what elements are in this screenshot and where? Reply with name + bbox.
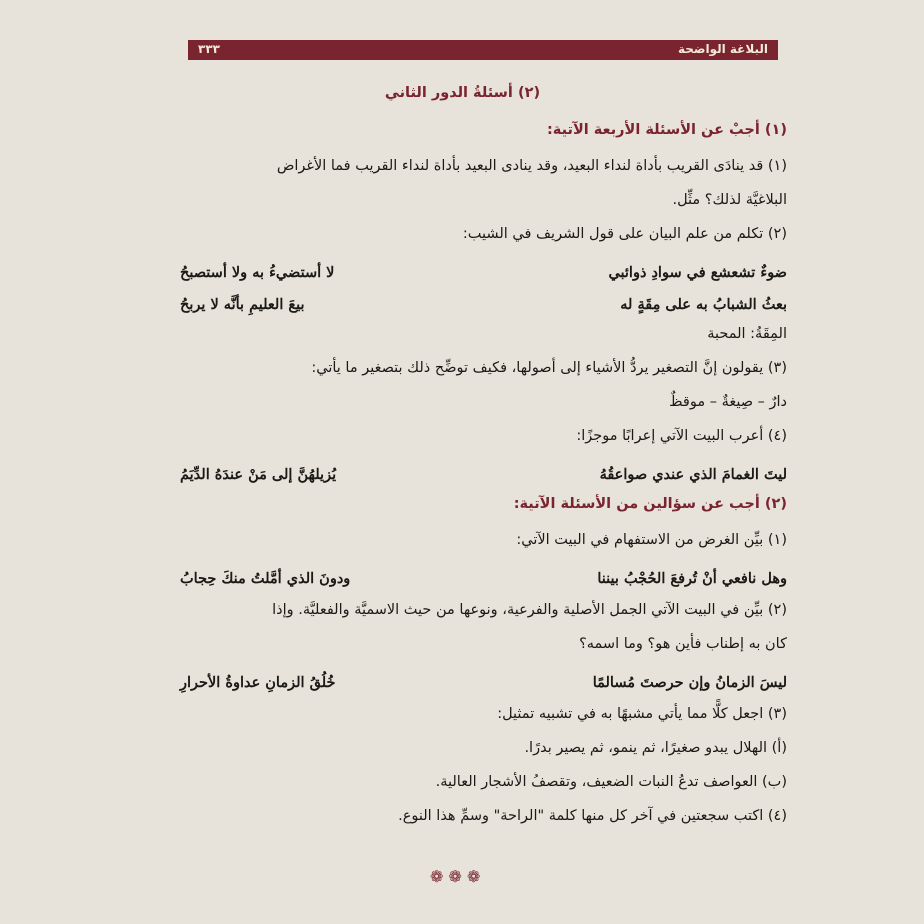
verse3-left: يُزيلهُنَّ إلى مَنْ عندَهُ الدِّيَمُ	[180, 466, 337, 483]
verse5-left: خُلُقُ الزمانِ عداوةُ الأحرارِ	[180, 674, 336, 691]
section-title: (٢) أسئلةُ الدور الثاني	[384, 85, 541, 101]
running-header	[188, 40, 778, 60]
verse4-right: وهل نافعي أنْ تُرفعَ الحُجْبُ بيننا	[597, 570, 787, 587]
verse2-left: بيعَ العليمِ بأنَّه لا يربحُ	[180, 296, 305, 313]
q1-item1-line2: البلاغيَّة لذلك؟ مثِّل.	[672, 192, 787, 208]
q2-item2-line2: كان به إطناب فأين هو؟ وما اسمه؟	[579, 636, 787, 652]
q1-item1-line1: (١) قد ينادَى القريب بأداة لنداء البعيد، وقد ينادى البعيد بأداة لنداء القريب فما الأغراض	[276, 158, 787, 174]
q1-item4: (٤) أعرب البيت الآتي إعرابًا موجزًا:	[576, 428, 787, 444]
verse5-right: ليسَ الزمانُ وإن حرصتَ مُسالمًا	[592, 674, 787, 691]
verse2-right: بعثُ الشبابُ به على مِقَةٍ له	[620, 296, 787, 313]
q1-item2: (٢) تكلم من علم البيان على قول الشريف في الشيب:	[462, 226, 787, 242]
q2-item2-line1: (٢) بيِّن في البيت الآتي الجمل الأصلية والفرعية، ونوعها من حيث الاسميَّة والفعليَّة. وإذا	[272, 602, 787, 618]
q2-item3: (٣) اجعل كلًّا مما يأتي مشبهًا به في تشبيه تمثيل:	[497, 706, 787, 722]
q2-heading: (٢) أجب عن سؤالين من الأسئلة الآتية:	[513, 496, 787, 512]
q2-item1: (١) بيِّن الغرض من الاستفهام في البيت الآتي:	[516, 532, 787, 548]
gloss-note: المِقَةُ: المحبة	[707, 326, 787, 342]
q1-item3-words: دارٌ – صِيغةٌ – موقظٌ	[669, 394, 787, 410]
verse1-left: لا أستضيءُ به ولا أستصبحُ	[180, 264, 335, 281]
q1-heading: (١) أجبْ عن الأسئلة الأربعة الآتية:	[546, 122, 787, 138]
page-number: ٣٣٣	[198, 42, 220, 56]
book-page	[130, 30, 795, 900]
q2-item3-b: (ب) العواصف تدعُ النبات الضعيف، وتقصفُ الأشجار العالية.	[435, 774, 787, 790]
verse3-right: ليتَ الغمامَ الذي عندي صواعقُهُ	[599, 466, 787, 483]
ornament-divider: ❁ ❁ ❁	[430, 867, 481, 886]
verse4-left: ودونَ الذي أمَّلتُ منكَ حِجابُ	[180, 570, 351, 587]
q2-item3-a: (أ) الهلال يبدو صغيرًا، ثم ينمو، ثم يصير بدرًا.	[524, 740, 787, 756]
q2-item4: (٤) اكتب سجعتين في آخر كل منها كلمة "الراحة" وسمِّ هذا النوع.	[398, 808, 787, 824]
header-title: البلاغة الواضحة	[677, 42, 768, 56]
q1-item3: (٣) يقولون إنَّ التصغير يردُّ الأشياء إلى أصولها، فكيف توضِّح ذلك بتصغير ما يأتي:	[311, 360, 787, 376]
verse1-right: ضوءٌ تشعشع في سوادِ ذوائبي	[608, 264, 787, 281]
